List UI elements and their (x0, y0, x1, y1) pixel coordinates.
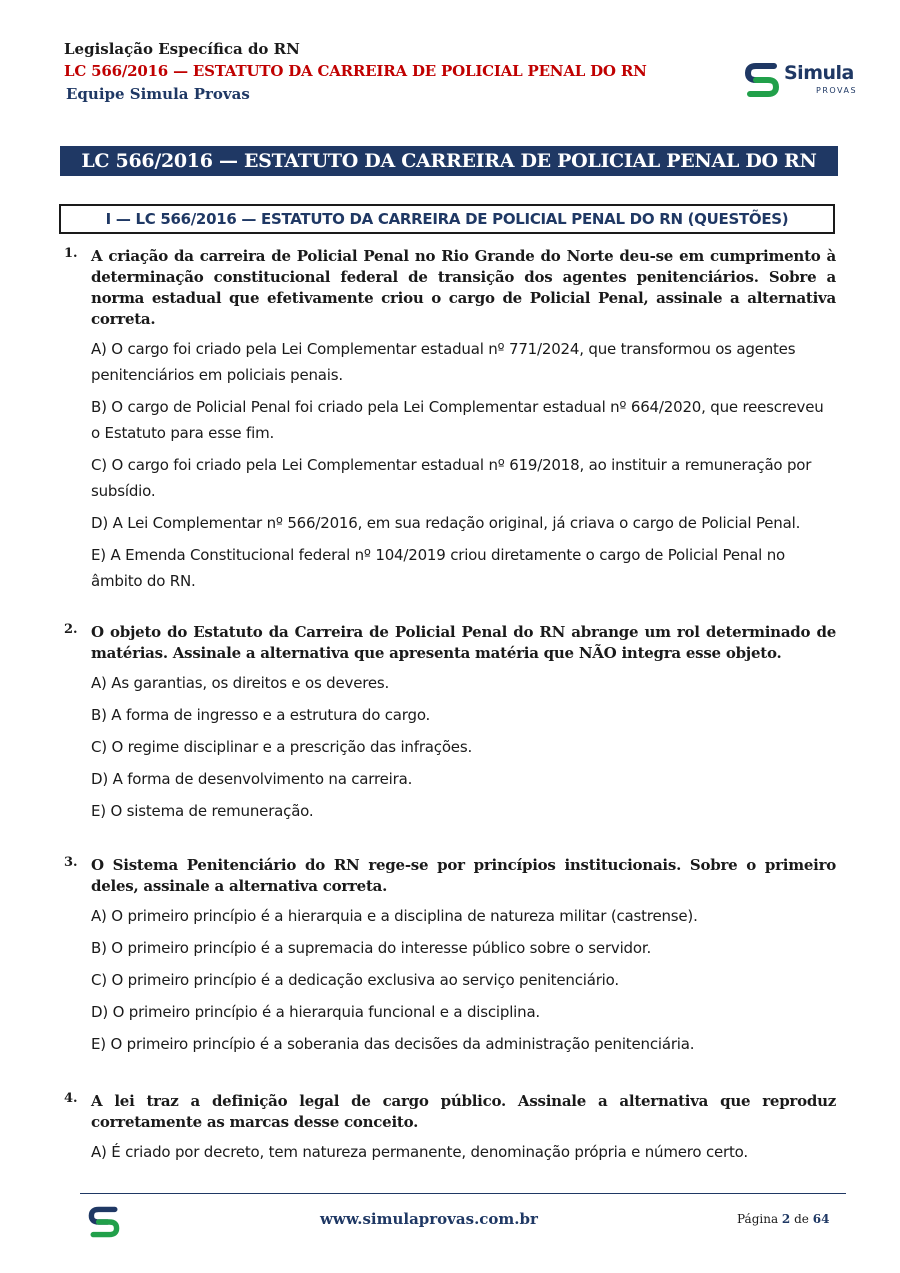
question-number: 3. (64, 855, 78, 870)
simula-s-icon (86, 1204, 122, 1240)
header-subject: Legislação Específica do RN (64, 40, 300, 58)
page-current: 2 (781, 1212, 791, 1226)
logo-word: Simula (784, 62, 854, 84)
option-b: B) O cargo de Policial Penal foi criado pela Lei Complementar estadual nº 664/2020, que reescreveu o Estatuto para esse fim. (91, 398, 824, 442)
logo-sub: PROVAS (816, 86, 858, 95)
question-4 (64, 1091, 836, 1165)
question-stem: A lei traz a definição legal de cargo público. Assinale a alternativa que reproduz corretamente as marcas desse conceito. (91, 1092, 836, 1131)
option-a: A) É criado por decreto, tem natureza permanente, denominação própria e número certo. (91, 1143, 748, 1161)
header-law-title: LC 566/2016 — ESTATUTO DA CARREIRA DE POLICIAL PENAL DO RN (64, 62, 647, 80)
header-team: Equipe Simula Provas (66, 85, 250, 103)
simula-s-icon (744, 60, 780, 100)
main-title: LC 566/2016 — ESTATUTO DA CARREIRA DE POLICIAL PENAL DO RN (60, 146, 838, 176)
question-stem: O objeto do Estatuto da Carreira de Policial Penal do RN abrange um rol determinado de matérias. Assinale a alternativa que apresenta matéria que NÃO integra esse objeto. (91, 623, 836, 662)
option-c: C) O regime disciplinar e a prescrição das infrações. (91, 738, 473, 756)
option-d: D) A forma de desenvolvimento na carreira. (91, 770, 413, 788)
option-a: A) O cargo foi criado pela Lei Complementar estadual nº 771/2024, que transformou os agentes penitenciários em policiais penais. (91, 340, 796, 384)
question-2 (64, 622, 836, 824)
question-number: 4. (64, 1091, 78, 1106)
option-a: A) As garantias, os direitos e os deveres. (91, 674, 390, 692)
page-sep: de (794, 1212, 809, 1226)
page-total: 64 (812, 1212, 830, 1226)
option-e: E) O sistema de remuneração. (91, 802, 314, 820)
question-number: 2. (64, 622, 78, 637)
option-b: B) O primeiro princípio é a supremacia do interesse público sobre o servidor. (91, 939, 652, 957)
option-c: C) O primeiro princípio é a dedicação exclusiva ao serviço penitenciário. (91, 971, 619, 989)
section-title: I — LC 566/2016 — ESTATUTO DA CARREIRA DE POLICIAL PENAL DO RN (QUESTÕES) (59, 204, 835, 234)
option-b: B) A forma de ingresso e a estrutura do cargo. (91, 706, 431, 724)
simula-logo (744, 60, 864, 102)
option-d: D) A Lei Complementar nº 566/2016, em sua redação original, já criava o cargo de Policial Penal. (91, 514, 801, 532)
question-stem: O Sistema Penitenciário do RN rege-se por princípios institucionais. Sobre o primeiro deles, assinale a alternativa correta. (91, 856, 836, 895)
option-d: D) O primeiro princípio é a hierarquia funcional e a disciplina. (91, 1003, 540, 1021)
option-e: E) A Emenda Constitucional federal nº 104/2019 criou diretamente o cargo de Policial Penal no âmbito do RN. (91, 546, 785, 590)
question-number: 1. (64, 246, 78, 261)
option-e: E) O primeiro princípio é a soberania das decisões da administração penitenciária. (91, 1035, 695, 1053)
question-stem: A criação da carreira de Policial Penal no Rio Grande do Norte deu-se em cumprimento à determinação constitucional federal de transição dos agentes penitenciários. Sobre a norma estadual que efetivamente criou o cargo de Policial Penal, assinale a alternativa correta. (91, 247, 836, 328)
option-c: C) O cargo foi criado pela Lei Complementar estadual nº 619/2018, ao instituir a remuneração por subsídio. (91, 456, 812, 500)
question-1 (64, 246, 836, 594)
option-a: A) O primeiro princípio é a hierarquia e a disciplina de natureza militar (castrense). (91, 907, 698, 925)
page-number (737, 1212, 829, 1226)
footer-divider (80, 1193, 846, 1194)
page-prefix: Página (737, 1212, 779, 1226)
page-header (64, 38, 764, 106)
question-3 (64, 855, 836, 1057)
footer-url[interactable]: www.simulaprovas.com.br (320, 1210, 538, 1228)
